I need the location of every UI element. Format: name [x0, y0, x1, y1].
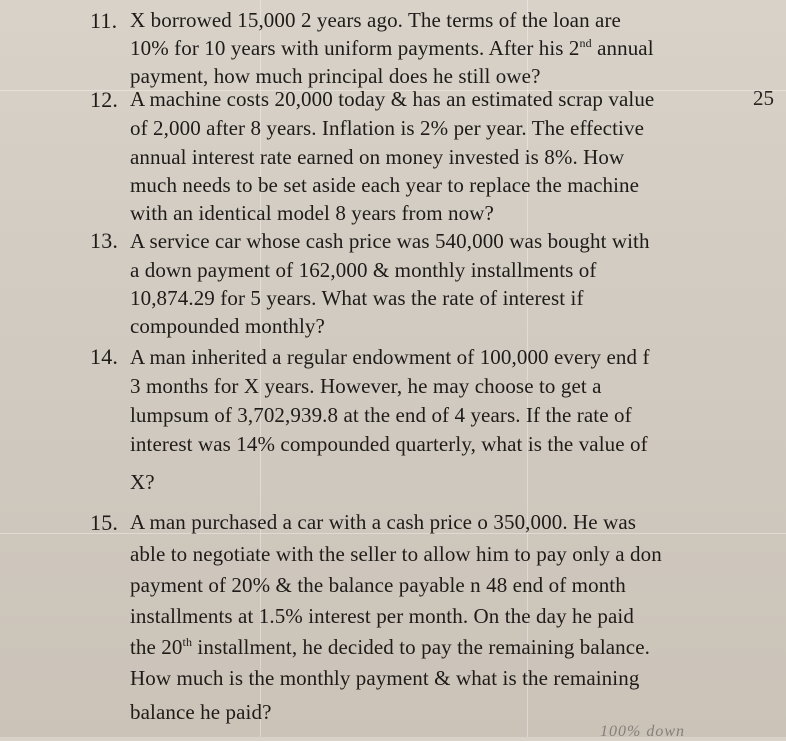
- question-line: annual interest rate earned on money invested is 8%. How: [130, 145, 625, 169]
- question-line: able to negotiate with the seller to allow him to pay only a don: [130, 542, 662, 566]
- question-line: 10% for 10 years with uniform payments. After his 2nd annual: [130, 36, 654, 60]
- question-number: 15.: [90, 510, 119, 535]
- question-line: X borrowed 15,000 2 years ago. The terms of the loan are: [130, 8, 621, 32]
- question-line: balance he paid?: [130, 700, 272, 724]
- question-line: A service car whose cash price was 540,000 was bought with: [130, 229, 650, 253]
- question-line: the 20th installment, he decided to pay the remaining balance.: [130, 635, 650, 659]
- question-line: A machine costs 20,000 today & has an estimated scrap value: [130, 87, 655, 111]
- question-line: A man inherited a regular endowment of 100,000 every end f: [130, 345, 650, 369]
- question-line: compounded monthly?: [130, 314, 325, 338]
- question-number: 14.: [90, 344, 119, 369]
- question-number: 13.: [90, 228, 119, 253]
- margin-note: 25: [753, 86, 774, 110]
- question-line: with an identical model 8 years from now?: [130, 201, 494, 225]
- question-line: of 2,000 after 8 years. Inflation is 2% per year. The effective: [130, 116, 644, 140]
- question-line: How much is the monthly payment & what is the remaining: [130, 666, 640, 690]
- question-line: A man purchased a car with a cash price o 350,000. He was: [130, 510, 637, 534]
- question-line: interest was 14% compounded quarterly, what is the value of: [130, 432, 648, 456]
- question-number: 12.: [90, 87, 119, 112]
- question-line: 10,874.29 for 5 years. What was the rate of interest if: [130, 286, 584, 310]
- handwritten-note: 100% down: [600, 723, 685, 740]
- question-line: lumpsum of 3,702,939.8 at the end of 4 years. If the rate of: [130, 403, 632, 427]
- question-line: payment, how much principal does he still owe?: [130, 64, 541, 88]
- question-line: installments at 1.5% interest per month. On the day he paid: [130, 604, 634, 628]
- question-line: a down payment of 162,000 & monthly installments of: [130, 258, 597, 282]
- question-line: much needs to be set aside each year to replace the machine: [130, 173, 640, 197]
- question-line: X?: [130, 470, 155, 494]
- question-line: 3 months for X years. However, he may choose to get a: [130, 374, 602, 398]
- question-line: payment of 20% & the balance payable n 48 end of month: [130, 573, 626, 597]
- question-number: 11.: [90, 8, 118, 33]
